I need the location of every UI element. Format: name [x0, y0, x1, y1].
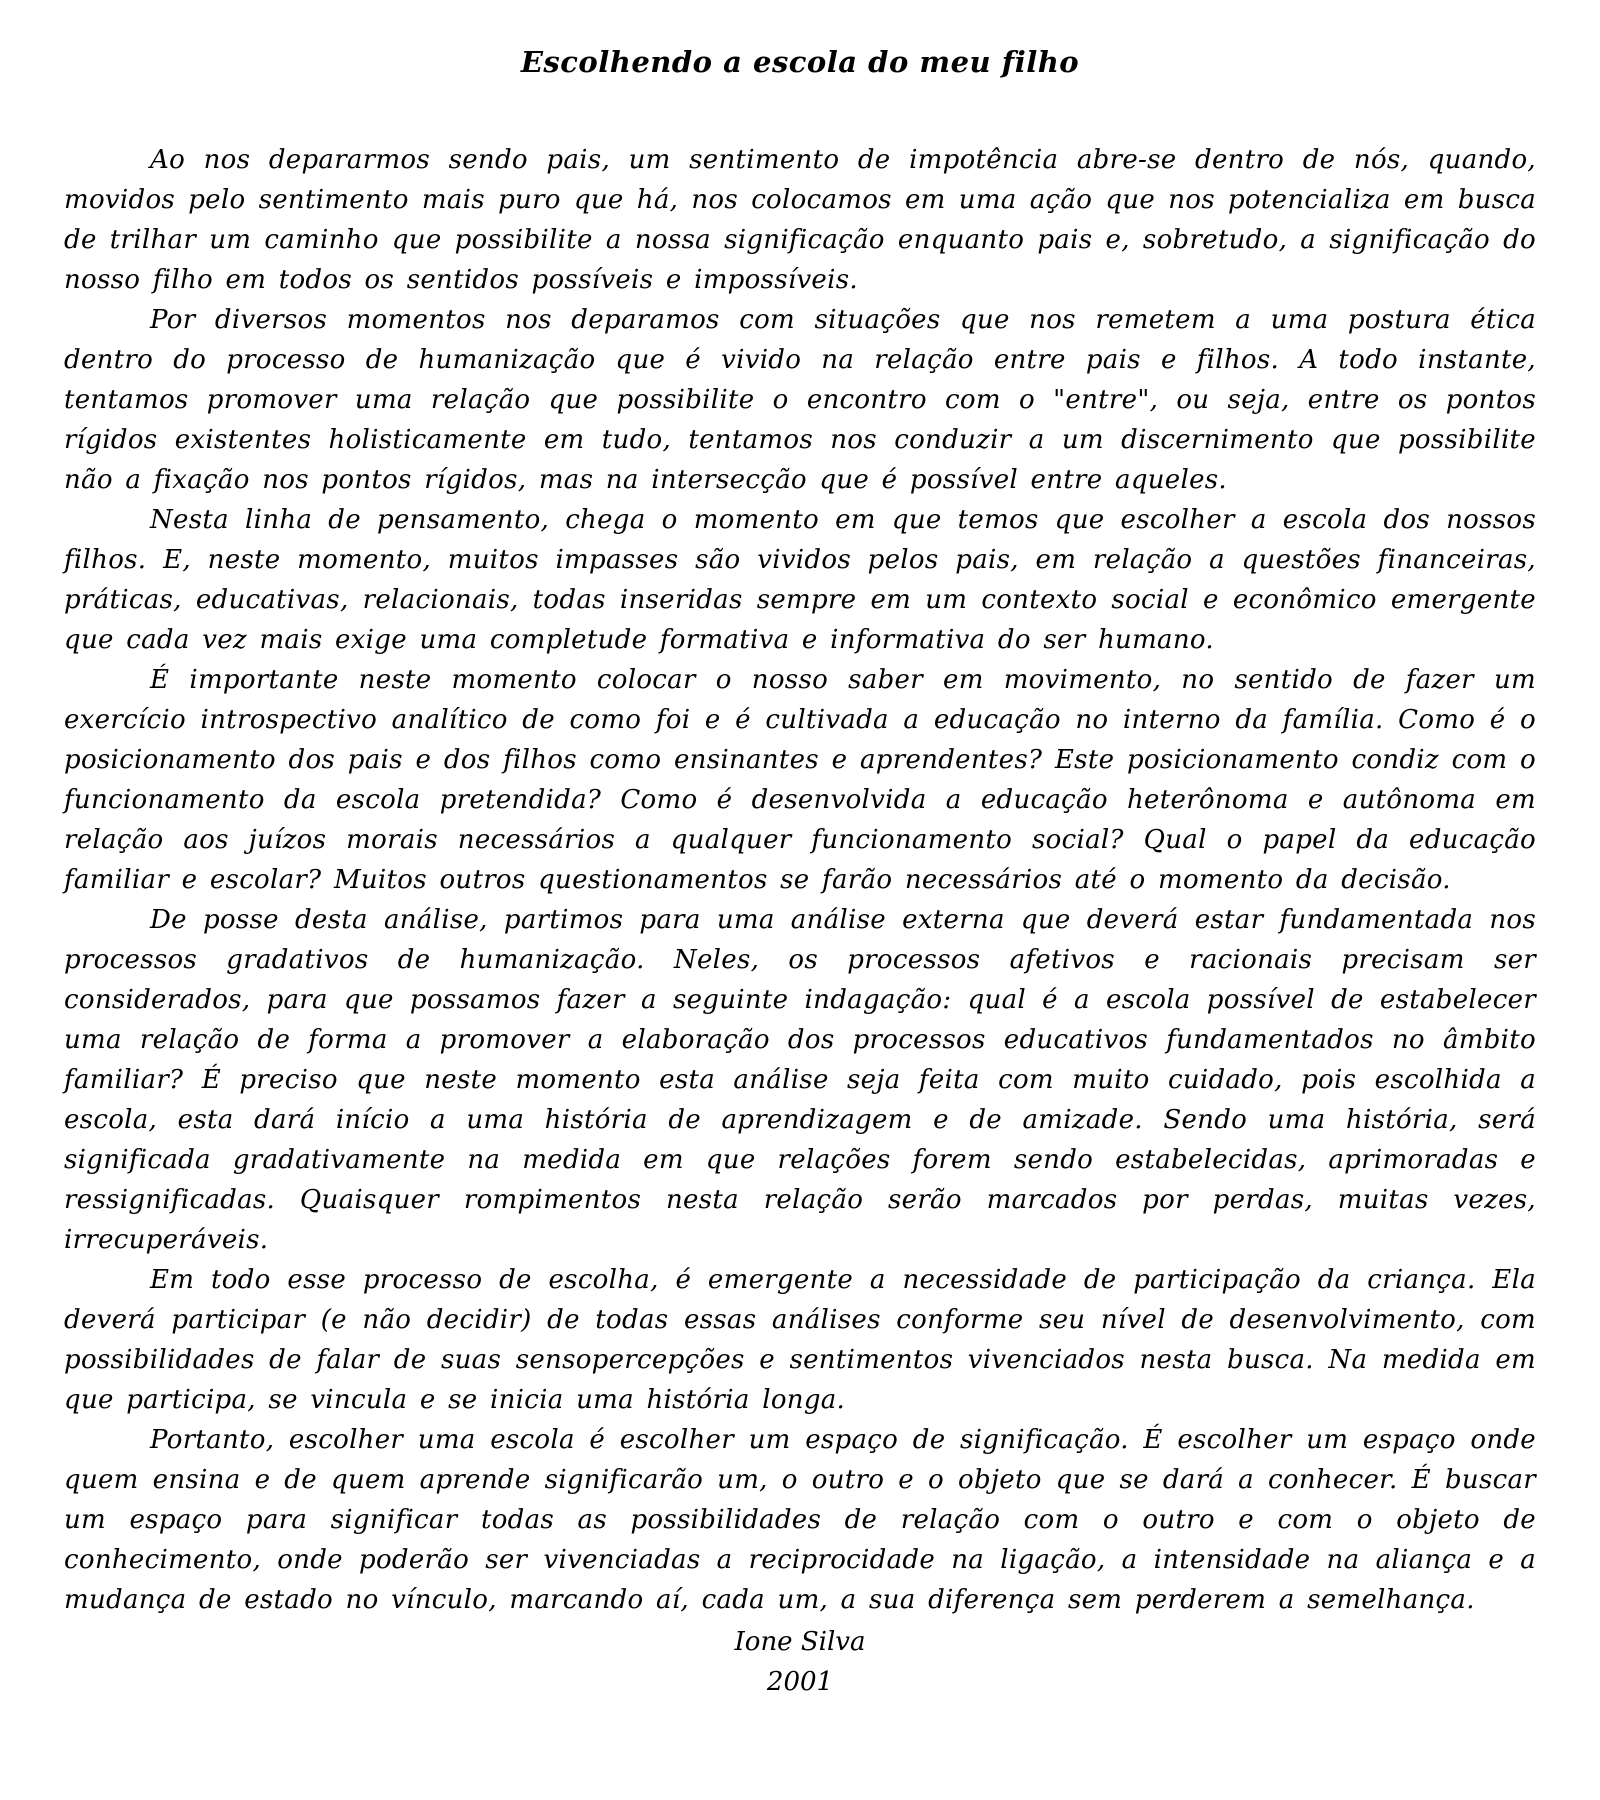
paragraph: Em todo esse processo de escolha, é emergente a necessidade de participação da criança. Ela deverá participar (e não decidir) de todas essas análises conforme seu nível de desenvolvimento, com possibilidades de falar de suas sensopercepções e sentimentos vivenciados nesta busca. Na medida em que participa, se vincula e se inicia uma história longa.	[64, 1265, 1536, 1415]
paragraph: Portanto, escolher uma escola é escolher um espaço de significação. É escolher um espaço onde quem ensina e de quem aprende significarão um, o outro e o objeto que se dará a conhecer. É buscar um espaço para significar todas as possibilidades de relação com o outro e com o objeto de conhecimento, onde poderão ser vivenciadas a reciprocidade na ligação, a intensidade na aliança e a mudança de estado no vínculo, marcando aí, cada um, a sua diferença sem perderem a semelhança.	[64, 1425, 1536, 1615]
signature-year: 2001	[766, 1667, 834, 1697]
paragraph: Ao nos depararmos sendo pais, um sentimento de impotência abre-se dentro de nós, quando, movidos pelo sentimento mais puro que há, nos colocamos em uma ação que nos potencializa em busca de trilhar um caminho que possibilite a nossa significação enquanto pais e, sobretudo, a significação do nosso filho em todos os sentidos possíveis e impossíveis.	[64, 145, 1536, 295]
document-body	[64, 0, 1536, 1702]
signature-block	[64, 1622, 1536, 1702]
paragraph: É importante neste momento colocar o nosso saber em movimento, no sentido de fazer um exercício introspectivo analítico de como foi e é cultivada a educação no interno da família. Como é o posicionamento dos pais e dos filhos como ensinantes e aprendentes? Este posicionamento condiz com o funcionamento da escola pretendida? Como é desenvolvida a educação heterônoma e autônoma em relação aos juízos morais necessários a qualquer funcionamento social? Qual o papel da educação familiar e escolar? Muitos outros questionamentos se farão necessários até o momento da decisão.	[64, 665, 1536, 895]
paragraph: Por diversos momentos nos deparamos com situações que nos remetem a uma postura ética dentro do processo de humanização que é vivido na relação entre pais e filhos. A todo instante, tentamos promover uma relação que possibilite o encontro com o "entre", ou seja, entre os pontos rígidos existentes holisticamente em tudo, tentamos nos conduzir a um discernimento que possibilite não a fixação nos pontos rígidos, mas na intersecção que é possível entre aqueles.	[64, 305, 1536, 495]
author-signature: Ione Silva	[734, 1627, 866, 1657]
paragraph: De posse desta análise, partimos para uma análise externa que deverá estar fundamentada nos processos gradativos de humanização. Neles, os processos afetivos e racionais precisam ser considerados, para que possamos fazer a seguinte indagação: qual é a escola possível de estabelecer uma relação de forma a promover a elaboração dos processos educativos fundamentados no âmbito familiar? É preciso que neste momento esta análise seja feita com muito cuidado, pois escolhida a escola, esta dará início a uma história de aprendizagem e de amizade. Sendo uma história, será significada gradativamente na medida em que relações forem sendo estabelecidas, aprimoradas e ressignificadas. Quaisquer rompimentos nesta relação serão marcados por perdas, muitas vezes, irrecuperáveis.	[64, 905, 1536, 1255]
document-title: Escolhendo a escola do meu filho	[520, 45, 1080, 79]
paragraph: Nesta linha de pensamento, chega o momento em que temos que escolher a escola dos nossos filhos. E, neste momento, muitos impasses são vividos pelos pais, em relação a questões financeiras, práticas, educativas, relacionais, todas inseridas sempre em um contexto social e econômico emergente que cada vez mais exige uma completude formativa e informativa do ser humano.	[64, 505, 1536, 655]
